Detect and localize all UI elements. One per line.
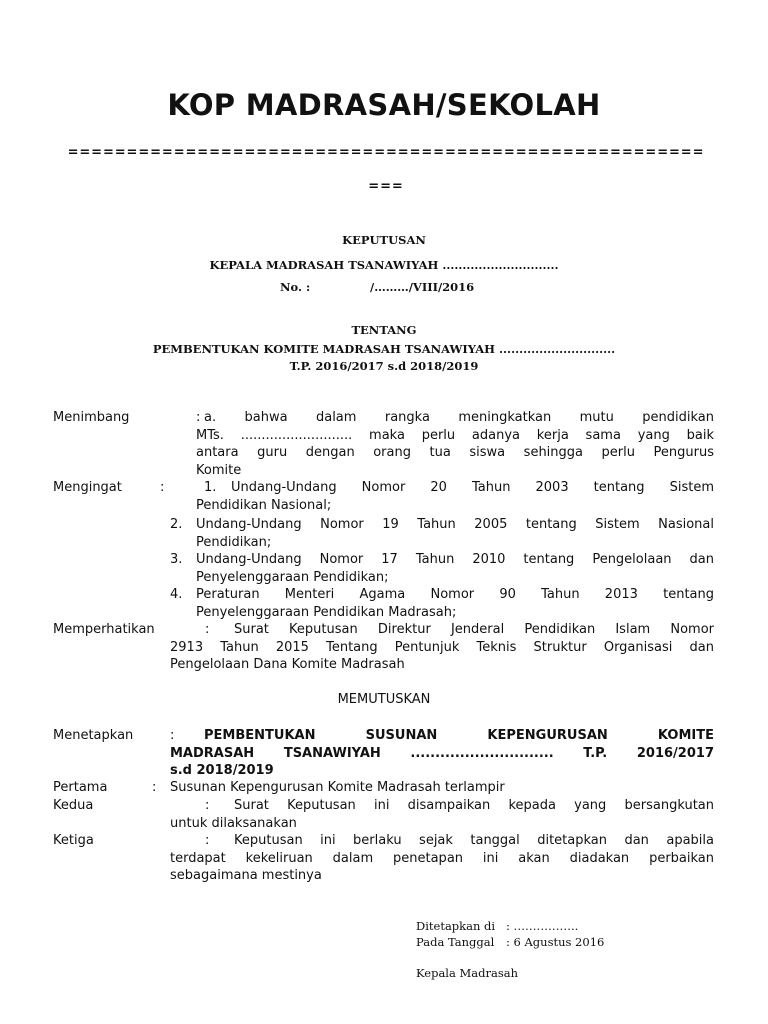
signature-role: Kepala Madrasah <box>416 966 519 980</box>
mengingat-item-continuation <box>196 497 714 515</box>
menetapkan-continuation <box>170 745 714 780</box>
menetapkan-line-1: PEMBENTUKAN SUSUNAN KEPENGURUSAN KOMITE <box>204 728 714 743</box>
rule-line-2: === <box>368 179 404 194</box>
ketiga-text <box>234 832 714 850</box>
signature-date-label: Pada Tanggal <box>416 935 495 949</box>
mengingat-item-4-line-2: Penyelenggaraan Pendidikan Madrasah; <box>196 604 457 620</box>
memperhatikan-line-1: Surat Keputusan Direktur Jenderal Pendidikan Islam Nomor <box>234 622 714 637</box>
signature-place-label: Ditetapkan di <box>416 919 496 933</box>
mengingat-item-text <box>196 516 714 551</box>
mengingat-item-text <box>231 479 714 497</box>
mengingat-item-3-line-2: Penyelenggaraan Pendidikan; <box>196 569 389 585</box>
ketiga-line-2: terdapat kekeliruan dalam penetapan ini akan diadakan perbaikan <box>170 850 714 866</box>
mengingat-item-num: 3. <box>170 552 183 567</box>
menetapkan-label: Menetapkan <box>53 728 134 743</box>
subject-line-1: PEMBENTUKAN KOMITE MADRASAH TSANAWIYAH ............................. <box>152 342 616 356</box>
menimbang-line-4: Komite <box>196 462 242 478</box>
letterhead-title: KOP MADRASAH/SEKOLAH <box>167 88 601 122</box>
ketiga-line-3: sebagaimana mestinya <box>170 868 322 883</box>
kedua-text <box>234 797 714 815</box>
pertama-colon: : <box>152 780 157 795</box>
memperhatikan-colon: : <box>205 622 210 637</box>
menimbang-colon: : <box>196 410 201 425</box>
memperhatikan-line-3: Pengelolaan Dana Komite Madrasah <box>170 657 405 672</box>
menetapkan-line-2: MADRASAH TSANAWIYAH ............................. T.P. 2016/2017 <box>170 745 714 761</box>
mengingat-item-text <box>196 586 714 621</box>
decision-issuer: KEPALA MADRASAH TSANAWIYAH ............................. <box>209 258 559 272</box>
ketiga-label: Ketiga <box>53 833 94 848</box>
ketiga-line-1: Keputusan ini berlaku sejak tanggal ditetapkan dan apabila <box>234 833 714 848</box>
menimbang-line-2: MTs. ........................... maka perlu adanya kerja sama yang baik <box>196 427 714 443</box>
ketiga-continuation <box>170 850 714 885</box>
mengingat-item-num: 2. <box>170 517 183 532</box>
mengingat-item-1-line-2: Pendidikan Nasional; <box>196 497 332 513</box>
mengingat-item-1-line-1: Undang-Undang Nomor 20 Tahun 2003 tentang Sistem <box>231 480 714 495</box>
menimbang-continuation <box>196 427 714 480</box>
memperhatikan-line-2: 2913 Tahun 2015 Tentang Pentunjuk Teknis Struktur Organisasi dan <box>170 639 714 655</box>
about-heading: TENTANG <box>351 323 417 337</box>
decision-heading: KEPUTUSAN <box>342 233 426 247</box>
memperhatikan-label: Memperhatikan <box>53 622 155 637</box>
mengingat-item-2-line-1: Undang-Undang Nomor 19 Tahun 2005 tentang Sistem Nasional <box>196 517 714 532</box>
kedua-line-2: untuk dilaksanakan <box>170 815 297 831</box>
mengingat-label: Mengingat <box>53 480 122 495</box>
menetapkan-text <box>204 727 714 745</box>
pertama-text: Susunan Kepengurusan Komite Madrasah terlampir <box>170 780 505 795</box>
memperhatikan-text <box>234 621 714 639</box>
menetapkan-colon: : <box>170 728 175 743</box>
menetapkan-line-3: s.d 2018/2019 <box>170 763 274 778</box>
number-label: No. : <box>280 280 311 294</box>
ketiga-colon: : <box>205 833 210 848</box>
mengingat-item-3-line-1: Undang-Undang Nomor 17 Tahun 2010 tentang Pengelolaan dan <box>196 552 714 567</box>
memutuskan-heading: MEMUTUSKAN <box>337 692 431 707</box>
menimbang-text <box>204 409 714 427</box>
decision-number <box>280 280 520 294</box>
menimbang-label: Menimbang <box>53 410 130 425</box>
mengingat-colon: : <box>160 480 165 495</box>
subject-line-2: T.P. 2016/2017 s.d 2018/2019 <box>289 359 479 373</box>
kedua-colon: : <box>205 798 210 813</box>
rule-line-1: ====================================================== <box>67 145 705 160</box>
mengingat-item-num: 1. <box>204 480 217 495</box>
mengingat-item-2-line-2: Pendidikan; <box>196 534 272 550</box>
menimbang-line-1: a. bahwa dalam rangka meningkatkan mutu pendidikan <box>204 410 714 425</box>
mengingat-item-4-line-1: Peraturan Menteri Agama Nomor 90 Tahun 2013 tentang <box>196 587 714 602</box>
signature-date-value: : 6 Agustus 2016 <box>506 935 605 949</box>
number-value: /………/VIII/2016 <box>370 280 475 294</box>
mengingat-item-text <box>196 551 714 586</box>
memperhatikan-continuation <box>170 639 714 674</box>
menimbang-line-3: antara guru dengan orang tua siswa sehingga perlu Pengurus <box>196 445 714 460</box>
kedua-line-1: Surat Keputusan ini disampaikan kepada yang bersangkutan <box>234 798 714 813</box>
pertama-label: Pertama <box>53 780 108 795</box>
signature-place-value: : …………….. <box>506 919 579 933</box>
letterhead-rule <box>56 127 716 212</box>
mengingat-item-num: 4. <box>170 587 183 602</box>
kedua-label: Kedua <box>53 798 94 813</box>
